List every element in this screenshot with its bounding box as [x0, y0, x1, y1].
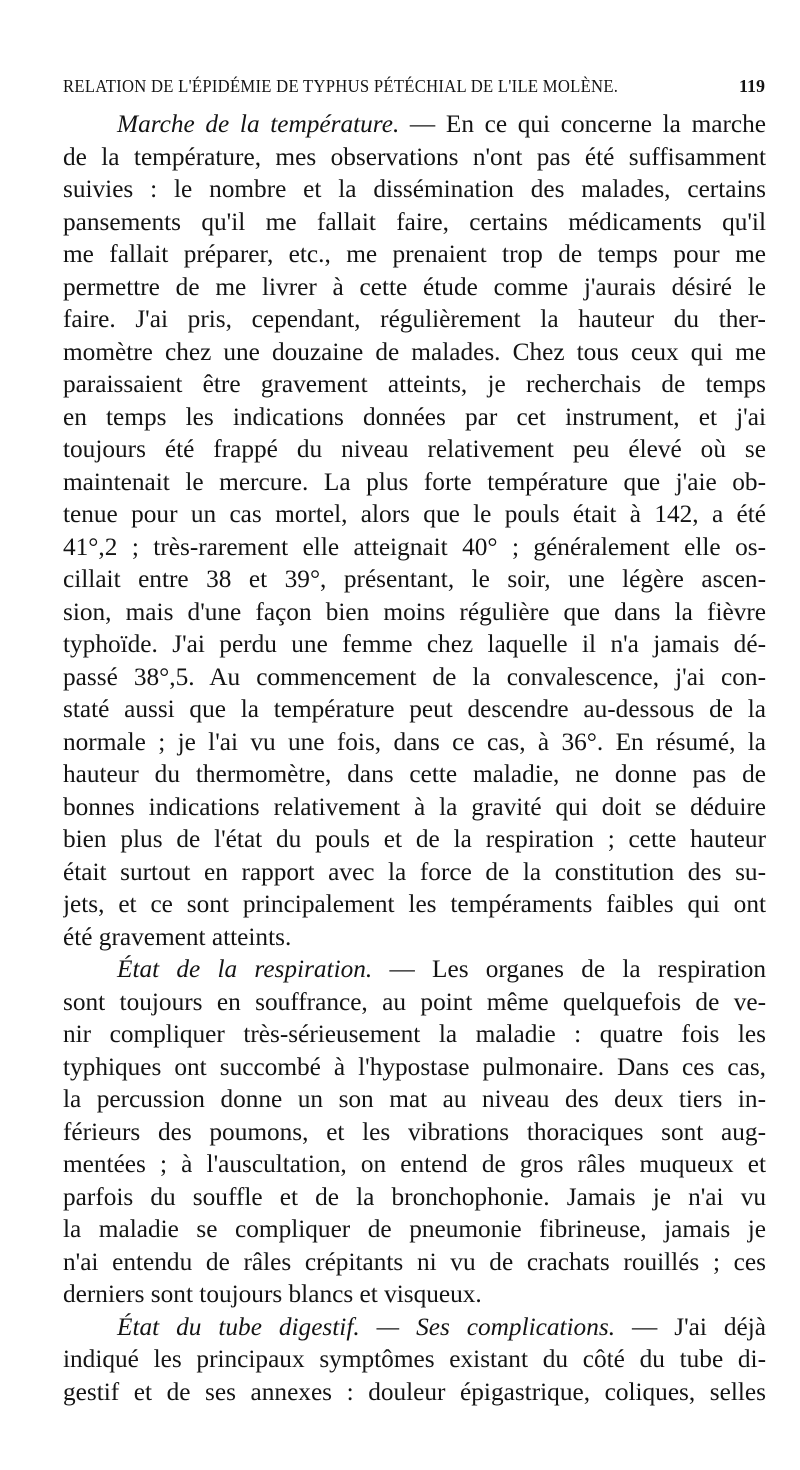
text-line: sont toujours en souffrance, au point même quelquefois de ve- — [63, 987, 766, 1016]
text-line: bonnes indications relativement à la gravité qui doit se déduire — [63, 792, 766, 821]
text-line: parfois du souffle et de la bronchophonie. Jamais je n'ai vu — [63, 1182, 766, 1211]
text-line: passé 38°,5. Au commencement de la convalescence, j'ai con- — [63, 662, 766, 691]
text-line: staté aussi que la température peut descendre au-dessous de la — [63, 695, 766, 723]
text-line: indiqué les principaux symptômes existant du côté du tube di- — [63, 1345, 766, 1373]
text-line: été gravement atteints. — [63, 922, 292, 951]
running-title: RELATION DE L'ÉPIDÉMIE DE TYPHUS PÉTÉCHIAL DE L'ILE MOLÈNE. — [63, 76, 619, 96]
text-line: toujours été frappé du niveau relativement peu élevé où se — [63, 435, 766, 463]
text-line: en temps les indications données par cet instrument, et j'ai — [63, 402, 766, 431]
text-line: sion, mais d'une façon bien moins régulière que dans la fièvre — [63, 597, 766, 626]
body-text — [63, 108, 766, 1408]
text-line: jets, et ce sont principalement les tempéraments faibles qui ont — [63, 890, 766, 918]
section-heading-temperature: Marche de la température. — [117, 110, 400, 138]
text-line: paraissaient être gravement atteints, je recherchais de temps — [63, 370, 766, 398]
text-line: pansements qu'il me fallait faire, certains médicaments qu'il — [63, 207, 766, 236]
text-line: tenue pour un cas mortel, alors que le pouls était à 142, a été — [63, 500, 766, 528]
text-line: typhoïde. J'ai perdu une femme chez laquelle il n'a jamais dé- — [63, 630, 766, 658]
text-line: 41°,2 ; très-rarement elle atteignait 40° ; généralement elle os- — [63, 532, 766, 561]
text-line: État de la respiration. — Les organes de la respiration — [117, 955, 766, 983]
text-line: gestif et de ses annexes : douleur épigastrique, coliques, selles — [63, 1377, 766, 1406]
text-line: mentées ; à l'auscultation, on entend de gros râles muqueux et — [63, 1150, 766, 1178]
text-line: maintenait le mercure. La plus forte température que j'aie ob- — [63, 467, 766, 496]
text-line: hauteur du thermomètre, dans cette maladie, ne donne pas de — [63, 760, 766, 788]
text-line: cillait entre 38 et 39°, présentant, le soir, une légère ascen- — [63, 565, 766, 593]
text-line: la maladie se compliquer de pneumonie fibrineuse, jamais je — [63, 1215, 766, 1243]
text-line: Marche de la température. — En ce qui concerne la marche — [117, 110, 766, 138]
text-line: typhiques ont succombé à l'hypostase pulmonaire. Dans ces cas, — [63, 1052, 766, 1081]
page-header — [63, 72, 767, 104]
text-line: la percussion donne un son mat au niveau des deux tiers in- — [63, 1085, 766, 1113]
text-line: était surtout en rapport avec la force de la constitution des su- — [63, 857, 766, 886]
section-heading-digestive-tract: État du tube digestif. — Ses complications. — [117, 1312, 616, 1341]
text-line: derniers sont toujours blancs et visqueux. — [63, 1280, 482, 1308]
text-line: n'ai entendu de râles crépitants ni vu de crachats rouillés ; ces — [63, 1247, 766, 1276]
text-line: suivies : le nombre et la dissémination des malades, certains — [63, 175, 766, 203]
text-line: permettre de me livrer à cette étude comme j'aurais désiré le — [63, 272, 766, 301]
text-line: normale ; je l'ai vu une fois, dans ce cas, à 36°. En résumé, la — [63, 727, 766, 756]
text-line: me fallait préparer, etc., me prenaient trop de temps pour me — [63, 240, 766, 268]
section-heading-respiration: État de la respiration. — [117, 955, 373, 983]
text-line: État du tube digestif. — Ses complications. — J'ai déjà — [117, 1312, 766, 1341]
text-line: bien plus de l'état du pouls et de la respiration ; cette hauteur — [63, 825, 766, 853]
text-line: nir compliquer très-sérieusement la maladie : quatre fois les — [63, 1020, 766, 1048]
text-line: férieurs des poumons, et les vibrations thoraciques sont aug- — [63, 1117, 766, 1146]
text-line: momètre chez une douzaine de malades. Chez tous ceux qui me — [63, 337, 766, 366]
text-line: de la température, mes observations n'ont pas été suffisamment — [63, 142, 766, 171]
page-number: 119 — [738, 76, 765, 96]
text-line: faire. J'ai pris, cependant, régulièrement la hauteur du ther- — [63, 305, 766, 333]
